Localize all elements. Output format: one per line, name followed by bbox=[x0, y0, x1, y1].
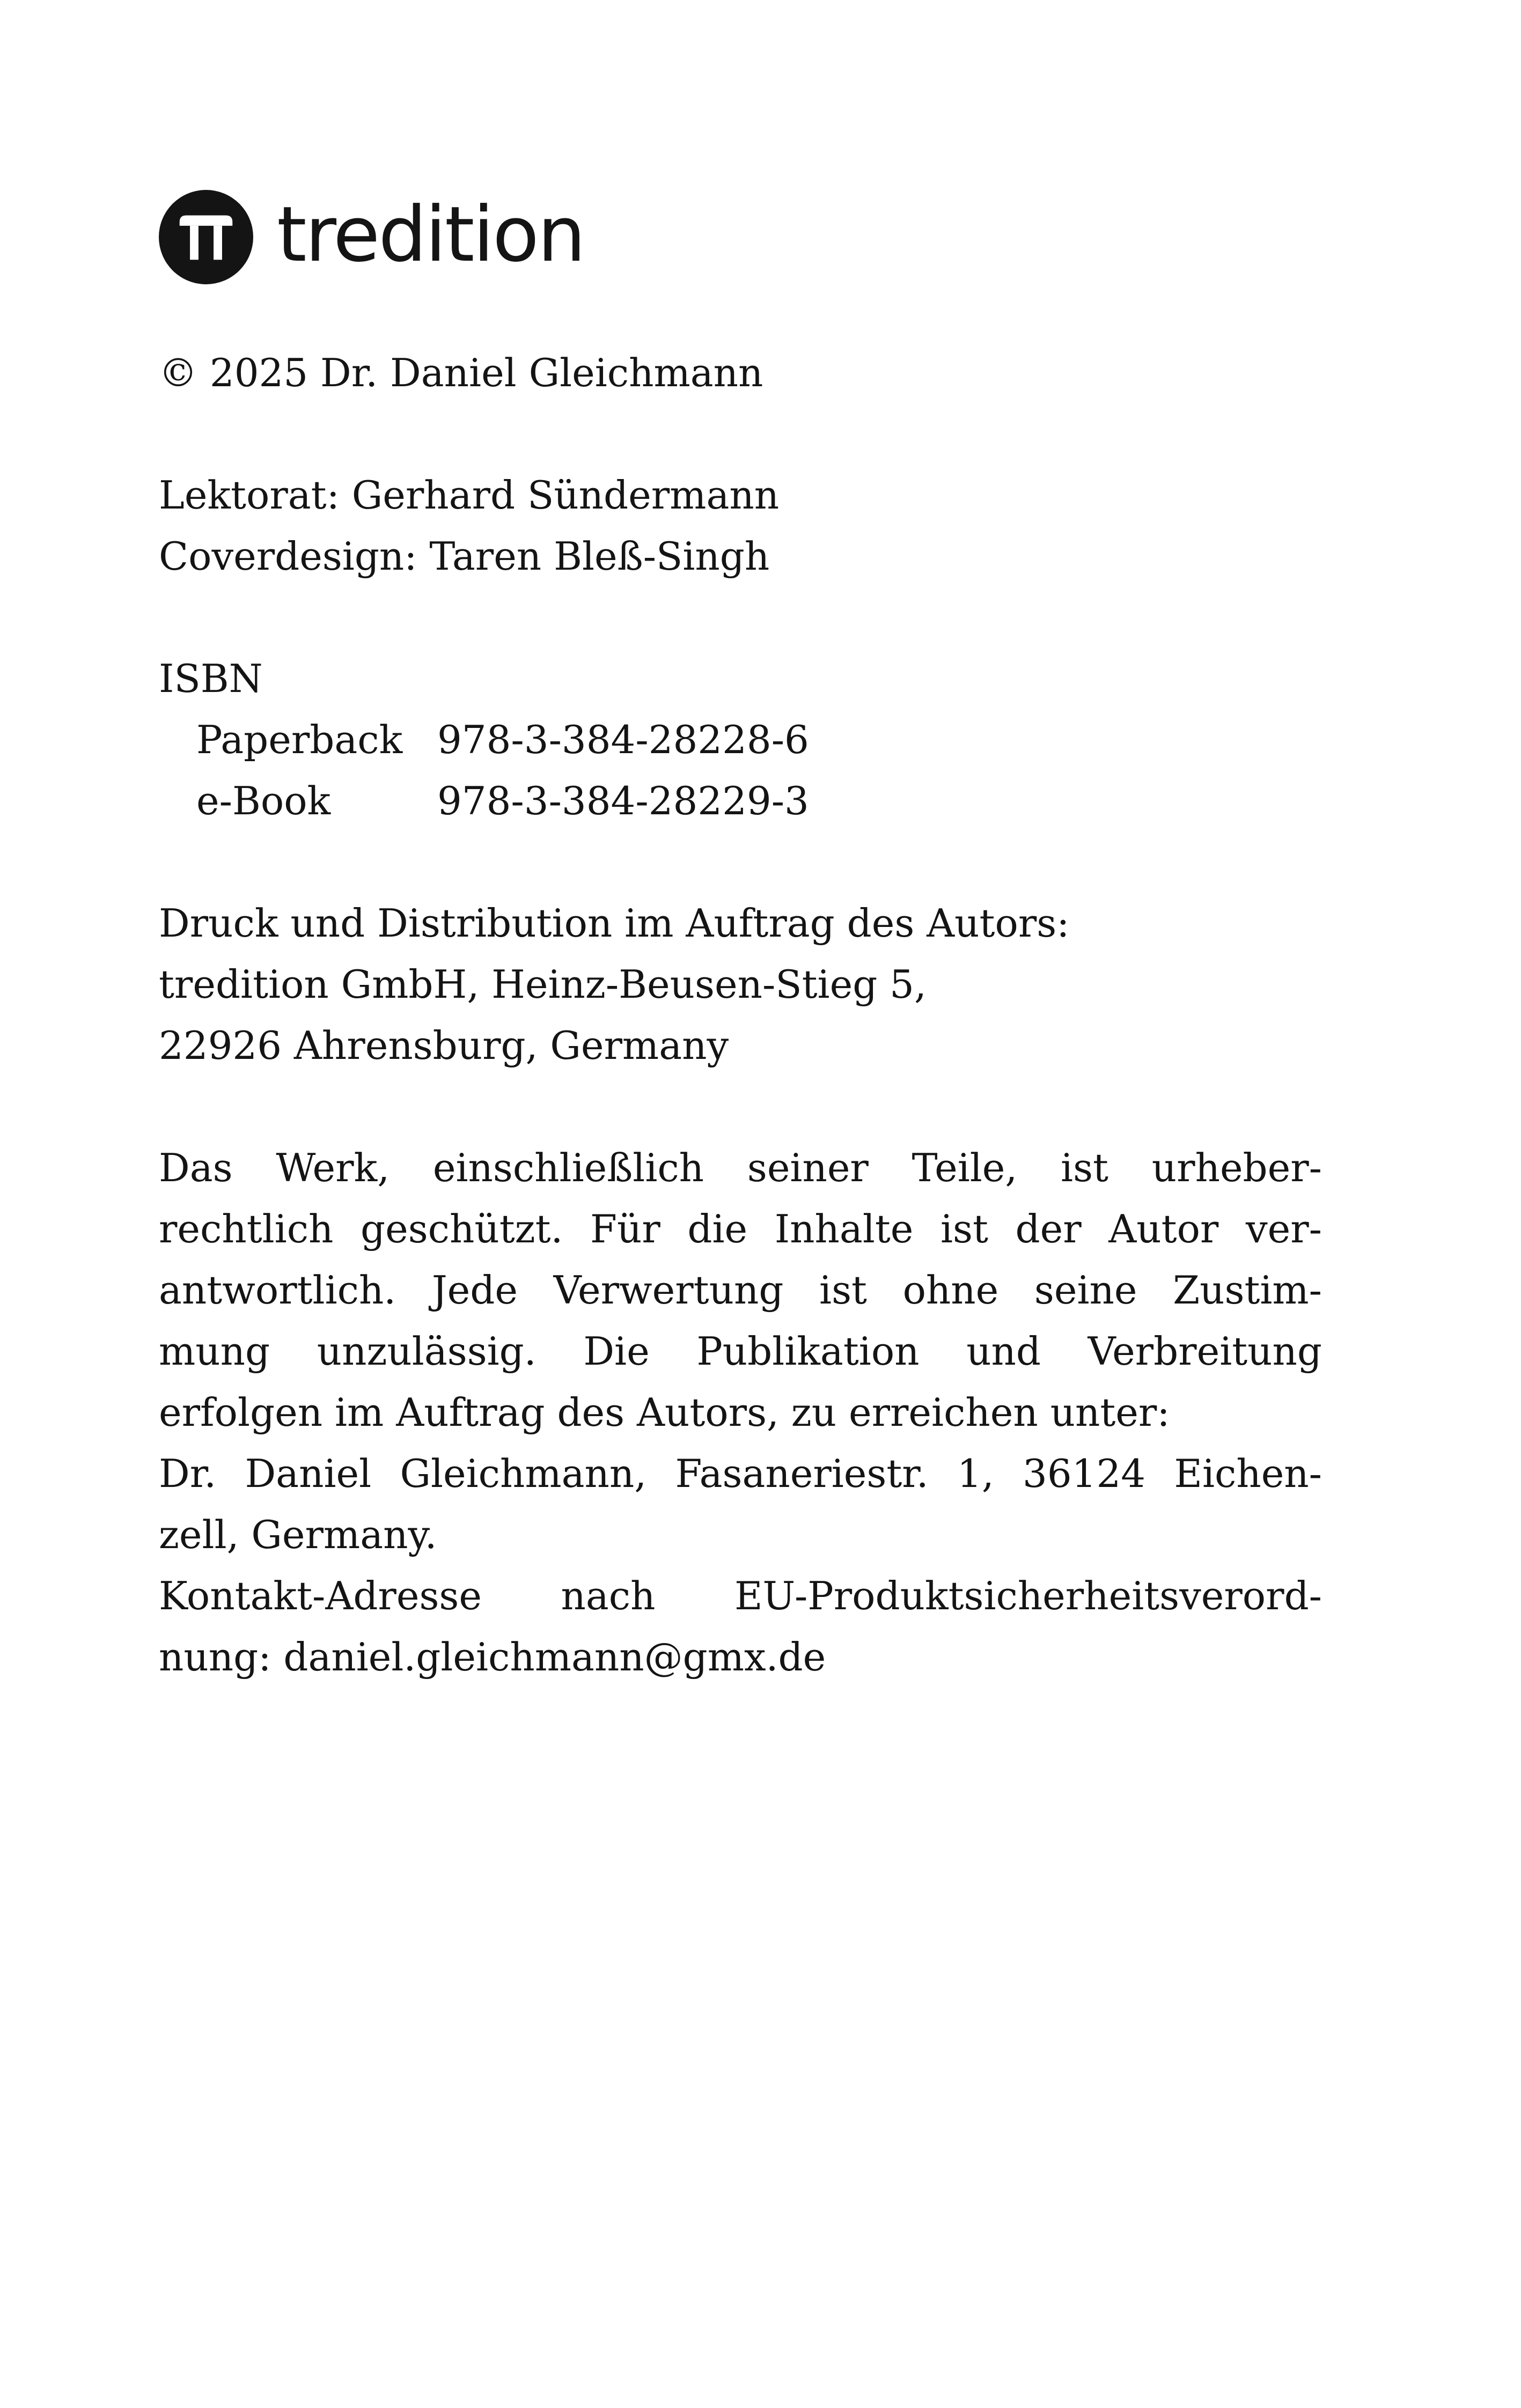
legal-line: Das Werk, einschließlich seiner Teile, ist urheber- bbox=[159, 1145, 1322, 1190]
isbn-heading: ISBN bbox=[159, 656, 263, 701]
cover-credit: Coverdesign: Taren Bleß-Singh bbox=[159, 534, 770, 579]
legal-line: antwortlich. Jede Verwertung ist ohne seine Zustim- bbox=[159, 1268, 1322, 1313]
legal-line: Dr. Daniel Gleichmann, Fasaneriestr. 1, 36124 Eichen- bbox=[159, 1451, 1322, 1496]
isbn-format: Paperback bbox=[196, 717, 403, 762]
imprint-text bbox=[159, 342, 1322, 1688]
legal-line: Kontakt-Adresse nach EU-Produktsicherheitsverord- bbox=[159, 1573, 1322, 1618]
editor-credit: Lektorat: Gerhard Sündermann bbox=[159, 473, 780, 518]
isbn-number: 978-3-384-28229-3 bbox=[437, 778, 809, 823]
legal-line: mung unzulässig. Die Publikation und Verbreitung bbox=[159, 1329, 1322, 1374]
copyright-line: © 2025 Dr. Daniel Gleichmann bbox=[159, 350, 763, 395]
publisher-wordmark: tredition bbox=[277, 190, 584, 279]
legal-line: erfolgen im Auftrag des Autors, zu erreichen unter: bbox=[159, 1390, 1170, 1435]
isbn-row bbox=[159, 709, 1322, 770]
isbn-number: 978-3-384-28228-6 bbox=[437, 717, 809, 762]
legal-line: rechtlich geschützt. Für die Inhalte ist der Autor ver- bbox=[159, 1206, 1322, 1251]
distribution-line: 22926 Ahrensburg, Germany bbox=[159, 1023, 729, 1068]
distribution-line: Druck und Distribution im Auftrag des Autors: bbox=[159, 901, 1070, 946]
publisher-logo bbox=[159, 190, 584, 284]
legal-line: zell, Germany. bbox=[159, 1512, 437, 1557]
isbn-format: e-Book bbox=[196, 778, 331, 823]
tredition-logo-icon bbox=[159, 190, 253, 284]
contact-email-line: nung: daniel.gleichmann@gmx.de bbox=[159, 1634, 826, 1680]
isbn-row bbox=[159, 770, 1322, 831]
distribution-line: tredition GmbH, Heinz-Beusen-Stieg 5, bbox=[159, 962, 927, 1007]
